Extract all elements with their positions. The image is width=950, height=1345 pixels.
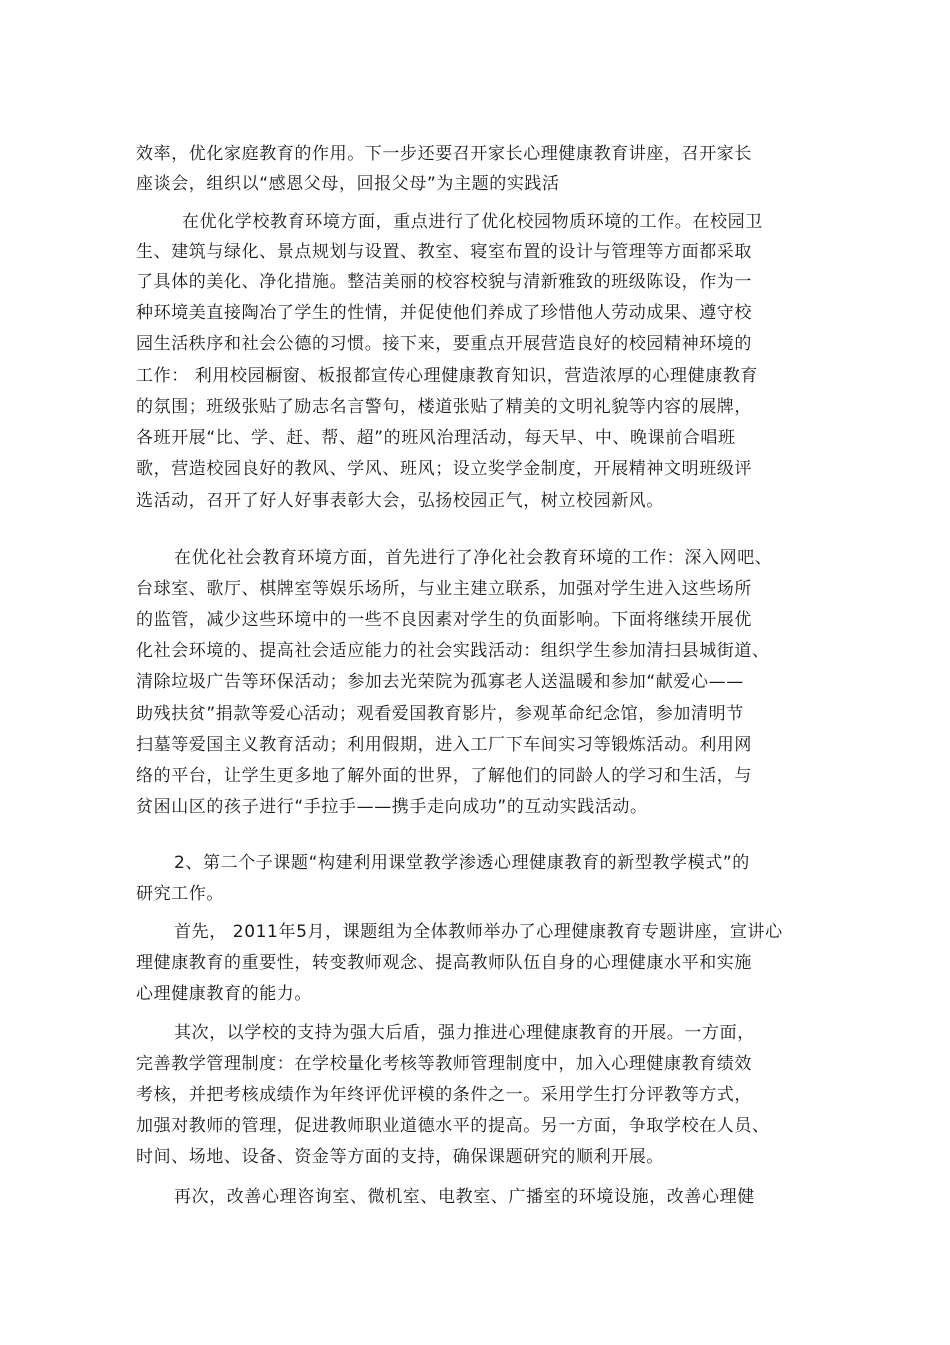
text-line: 研究工作。 xyxy=(136,884,224,904)
text-line: 加强对教师的管理，促进教师职业道德水平的提高。另一方面，争取学校在人员、 xyxy=(136,1116,770,1136)
text-line: 工作： 利用校园橱窗、板报都宣传心理健康教育知识，营造浓厚的心理健康教育 xyxy=(136,366,759,386)
text-line: 在优化学校教育环境方面，重点进行了优化校园物质环境的工作。在校园卫 xyxy=(182,212,763,232)
text-line: 座谈会，组织以“感恩父母，回报父母”为主题的实践活 xyxy=(136,174,560,194)
text-line: 络的平台，让学生更多地了解外面的世界，了解他们的同龄人的学习和生活，与 xyxy=(136,766,752,786)
text-line: 效率，优化家庭教育的作用。下一步还要召开家长心理健康教育讲座，召开家长 xyxy=(136,144,752,164)
text-line: 的监管，减少这些环境中的一些不良因素对学生的负面影响。下面将继续开展优 xyxy=(136,610,752,630)
text-line: 时间、场地、设备、资金等方面的支持，确保课题研究的顺利开展。 xyxy=(136,1147,664,1167)
text-line: 化社会环境的、提高社会适应能力的社会实践活动：组织学生参加清扫县城街道、 xyxy=(136,641,770,661)
text-line: 助残扶贫”捐款等爱心活动；观看爱国教育影片，参观革命纪念馆，参加清明节 xyxy=(136,704,744,724)
text-line: 清除垃圾广告等环保活动；参加去光荣院为孤寡老人送温暖和参加“献爱心—— xyxy=(136,672,744,692)
text-line: 贫困山区的孩子进行“手拉手——携手走向成功”的互动实践活动。 xyxy=(136,797,648,817)
text-line: 首先， 2011年5月，课题组为全体教师举办了心理健康教育专题讲座，宣讲心 xyxy=(174,922,783,942)
text-line: 园生活秩序和社会公德的习惯。接下来，要重点开展营造良好的校园精神环境的 xyxy=(136,334,752,354)
text-line: 其次，以学校的支持为强大后盾，强力推进心理健康教育的开展。一方面， xyxy=(174,1023,755,1043)
text-line: 了具体的美化、净化措施。整洁美丽的校容校貌与清新雅致的班级陈设，作为一 xyxy=(136,272,752,292)
text-line: 生、建筑与绿化、景点规划与设置、教室、寝室布置的设计与管理等方面都采取 xyxy=(136,242,752,262)
text-line: 完善教学管理制度：在学校量化考核等教师管理制度中，加入心理健康教育绩效 xyxy=(136,1054,752,1074)
text-line: 考核，并把考核成绩作为年终评优评模的条件之一。采用学生打分评教等方式， xyxy=(136,1085,752,1105)
text-line: 在优化社会教育环境方面，首先进行了净化社会教育环境的工作：深入网吧、 xyxy=(174,548,773,568)
text-line: 扫墓等爱国主义教育活动；利用假期，进入工厂下车间实习等锻炼活动。利用网 xyxy=(136,735,752,755)
text-line: 理健康教育的重要性，转变教师观念、提高教师队伍自身的心理健康水平和实施 xyxy=(136,953,752,973)
text-line: 歌，营造校园良好的教风、学风、班风；设立奖学金制度，开展精神文明班级评 xyxy=(136,459,752,479)
text-line: 2、第二个子课题“构建利用课堂教学渗透心理健康教育的新型教学模式”的 xyxy=(174,853,750,873)
text-line: 各班开展“比、学、赶、帮、超”的班风治理活动，每天早、中、晚课前合唱班 xyxy=(136,428,736,448)
text-line: 心理健康教育的能力。 xyxy=(136,984,312,1004)
text-line: 台球室、歌厅、棋牌室等娱乐场所，与业主建立联系，加强对学生进入这些场所 xyxy=(136,579,752,599)
text-line: 再次，改善心理咨询室、微机室、电教室、广播室的环境设施，改善心理健 xyxy=(174,1187,755,1207)
text-line: 种环境美直接陶冶了学生的性情，并促使他们养成了珍惜他人劳动成果、遵守校 xyxy=(136,303,752,323)
text-line: 选活动，召开了好人好事表彰大会，弘扬校园正气，树立校园新风。 xyxy=(136,491,664,511)
text-line: 的氛围；班级张贴了励志名言警句，楼道张贴了精美的文明礼貌等内容的展牌， xyxy=(136,397,752,417)
